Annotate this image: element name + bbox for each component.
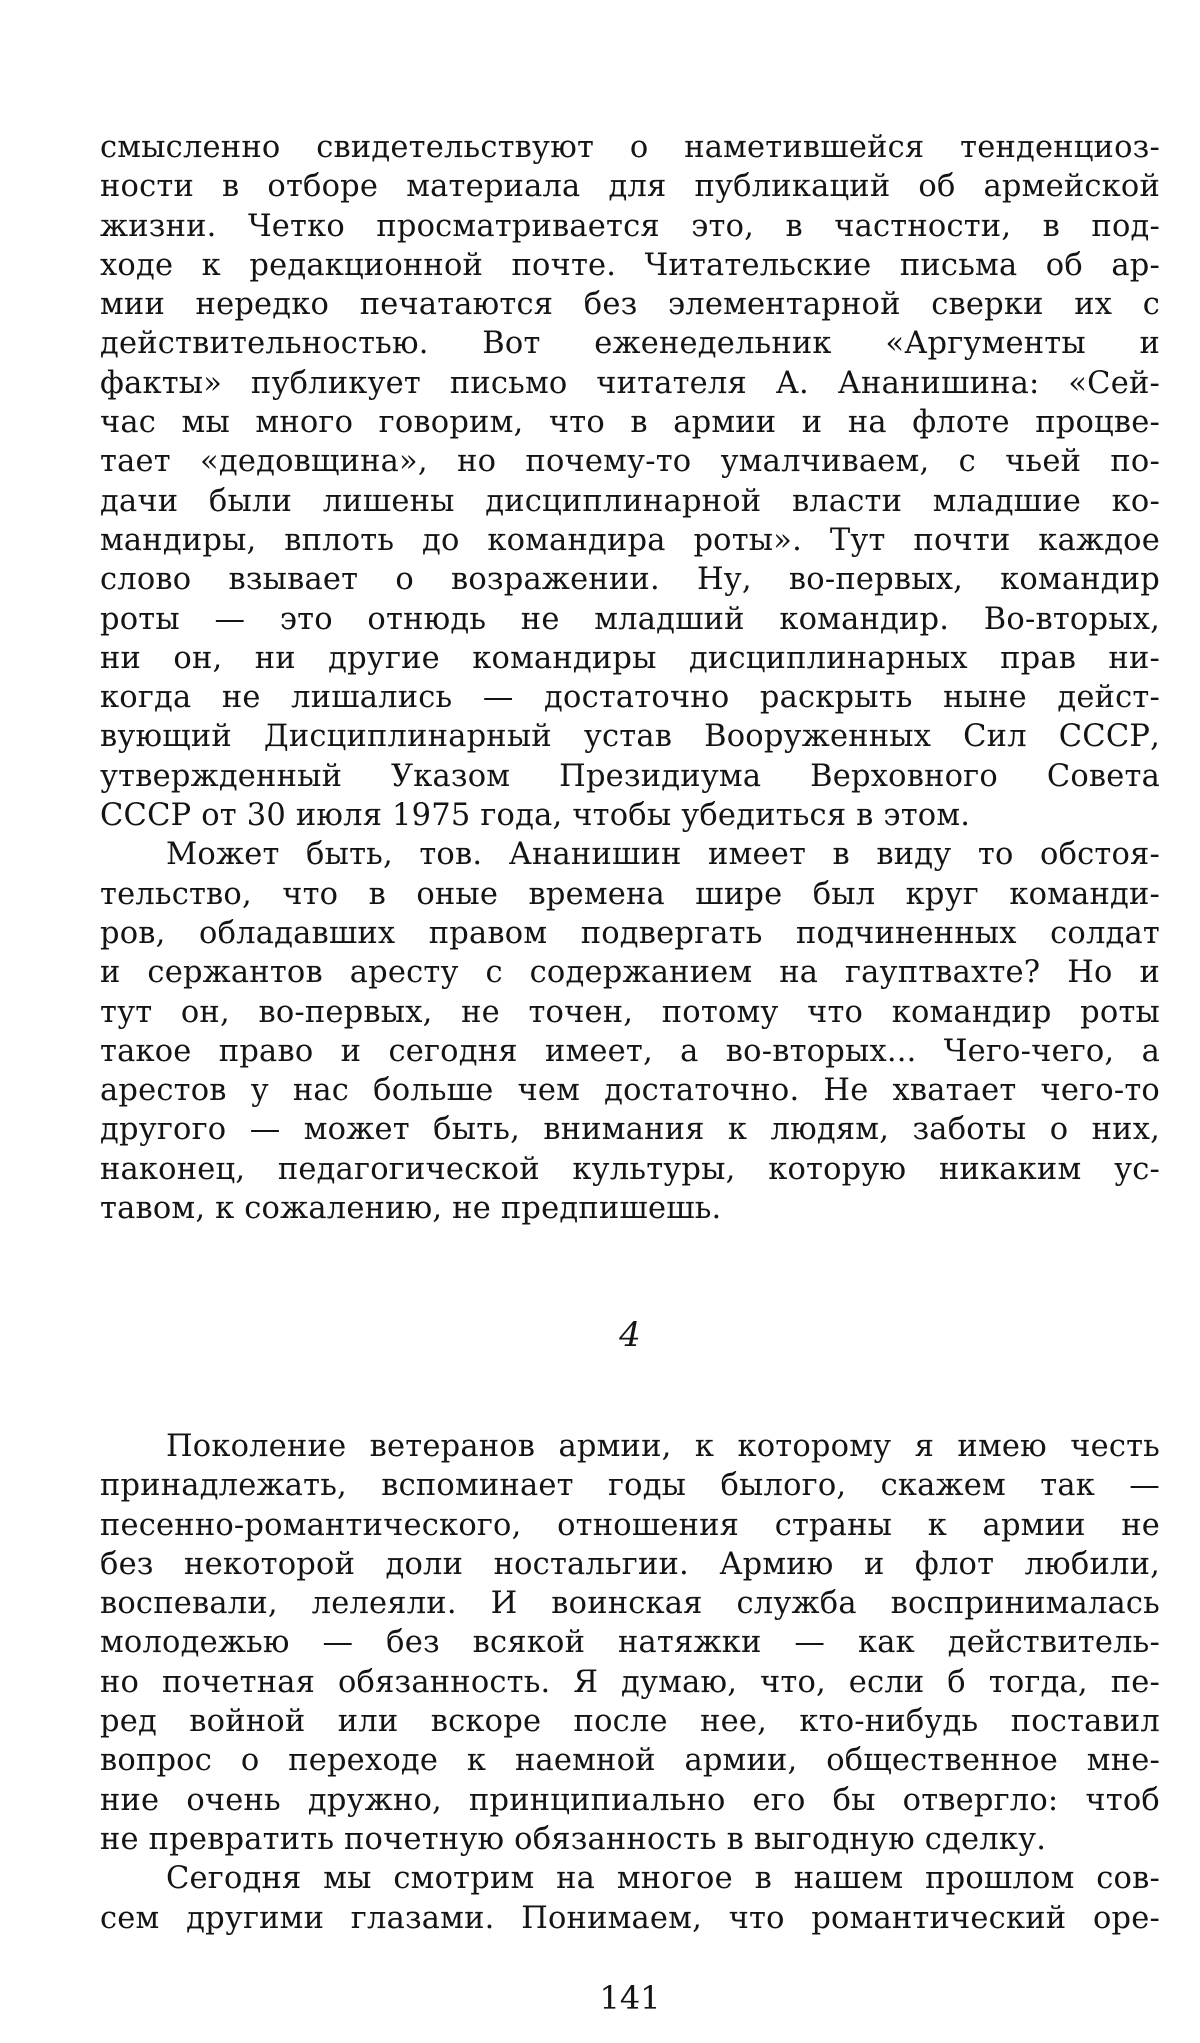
text-line: тельство, что в оные времена шире был круг команди- [100,876,1160,912]
text-line: мандиры, вплоть до командира роты». Тут почти каждое [100,522,1160,558]
paragraph [100,1427,1160,1859]
text-line: смысленно свидетельствуют о наметившейся тенденциоз- [100,130,1160,165]
text-block-bottom [100,1427,1160,1938]
text-block-top [100,128,1160,1228]
text-line: сем другими глазами. Понимаем, что романтический оре- [100,1900,1160,1936]
text-line: другого — может быть, внимания к людям, заботы о них, [100,1112,1160,1148]
paragraph [100,128,1160,835]
text-line: действительностью. Вот еженедельник «Аргументы и [100,326,1160,362]
text-line: ред войной или вскоре после нее, кто-нибудь поставил [100,1704,1160,1740]
text-line: тает «дедовщина», но почему-то умалчиваем, с чьей по- [100,444,1160,480]
text-line: такое право и сегодня имеет, а во-вторых... Чего-чего, а [100,1033,1160,1069]
text-line: воспевали, лелеяли. И воинская служба воспринималась [100,1586,1160,1622]
text-line: песенно-романтического, отношения страны к армии не [100,1507,1160,1543]
text-line: Поколение ветеранов армии, к которому я имею честь [166,1429,1160,1464]
text-line: час мы много говорим, что в армии и на флоте процве- [100,405,1160,441]
text-line: тут он, во-первых, не точен, потому что командир роты [100,994,1160,1030]
text-line: вующий Дисциплинарный устав Вооруженных Сил СССР, [100,719,1160,755]
text-line: ние очень дружно, принципиально его бы отвергло: чтоб [100,1782,1160,1818]
text-line: вопрос о переходе к наемной армии, общественное мне- [100,1743,1160,1779]
text-line: Сегодня мы смотрим на многое в нашем прошлом сов- [166,1861,1160,1897]
text-line: ров, обладавших правом подвергать подчиненных солдат [100,915,1160,951]
page-number: 141 [599,1979,661,2017]
text-line: слово взывает о возражении. Ну, во-первых, командир [100,562,1160,598]
text-line: и сержантов аресту с содержанием на гауптвахте? Но и [100,955,1160,991]
text-line: утвержденный Указом Президиума Верховного Совета [100,758,1160,794]
text-line: ходе к редакционной почте. Читательские письма об ар- [100,247,1160,283]
text-line: мии нередко печатаются без элементарной сверки их с [100,287,1160,323]
text-line: наконец, педагогической культуры, которую никаким ус- [100,1151,1160,1187]
text-line: ни он, ни другие командиры дисциплинарных прав ни- [100,640,1160,676]
text-line: факты» публикует письмо читателя А. Ананишина: «Сей- [100,365,1160,401]
text-line: когда не лишались — достаточно раскрыть ныне дейст- [100,680,1160,716]
text-line: жизни. Четко просматривается это, в частности, в под- [100,208,1160,244]
paragraph [100,835,1160,1228]
text-line: но почетная обязанность. Я думаю, что, если б тогда, пе- [100,1664,1160,1700]
text-line: роты — это отнюдь не младший командир. Во-вторых, [100,601,1160,637]
text-line: молодежью — без всякой натяжки — как действитель- [100,1625,1160,1661]
text-line: СССР от 30 июля 1975 года, чтобы убедиться в этом. [100,798,971,834]
text-line: Может быть, тов. Ананишин имеет в виду то обстоя- [166,837,1160,873]
paragraph [100,1859,1160,1938]
text-line: дачи были лишены дисциплинарной власти младшие ко- [100,483,1160,519]
section-number: 4 [619,1315,641,1355]
text-line: тавом, к сожалению, не предпишешь. [100,1191,722,1227]
text-line: ности в отборе материала для публикаций об армейской [100,169,1160,205]
text-line: без некоторой доли ностальгии. Армию и флот любили, [100,1546,1160,1582]
text-line: не превратить почетную обязанность в выгодную сделку. [100,1821,1047,1857]
text-line: арестов у нас больше чем достаточно. Не хватает чего-то [100,1073,1160,1109]
text-line: принадлежать, вспоминает годы былого, скажем так — [100,1468,1160,1504]
book-page [100,128,1160,2017]
